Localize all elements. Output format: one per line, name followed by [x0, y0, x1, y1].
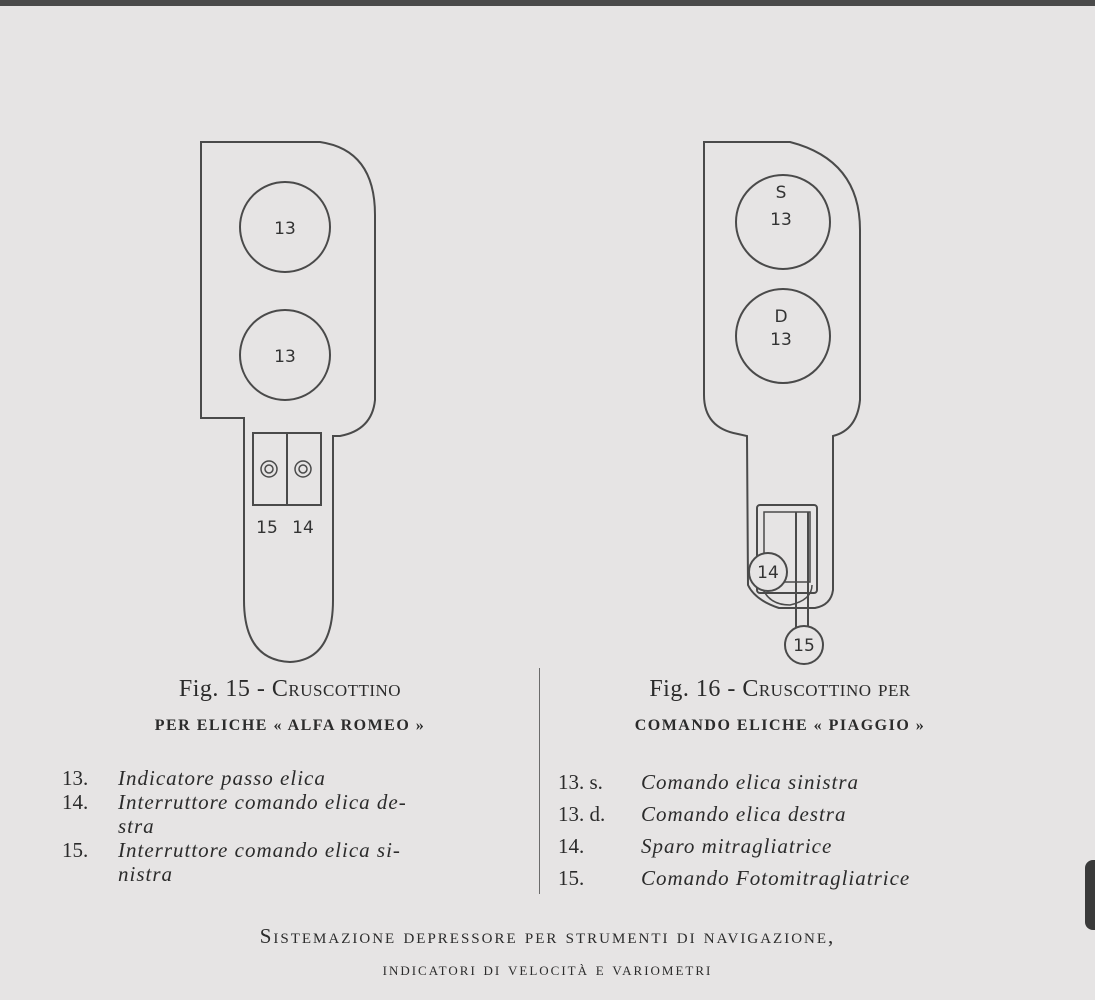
- figure-16-gauge-bottom-letter: D: [774, 307, 788, 327]
- legend-text: Interruttore comando elica de-: [118, 790, 407, 814]
- legend-text: Comando elica sinistra: [641, 770, 860, 794]
- switch-14-label: 14: [292, 518, 314, 538]
- switch-14-knob-outer: [295, 461, 311, 477]
- legend-text: Sparo mitragliatrice: [641, 834, 833, 858]
- figure-16-gauge-top-number: 13: [770, 210, 792, 230]
- legend-number: 13. s.: [558, 770, 603, 794]
- legend-item: [62, 838, 522, 862]
- figure-15-legend: [62, 766, 522, 886]
- figure-15-caption: [80, 676, 500, 735]
- figure-15-caption-title: [80, 676, 500, 703]
- legend-item: [62, 790, 522, 814]
- figure-15-caption-number: Fig. 15 -: [178, 676, 272, 702]
- button-15-label: 15: [793, 636, 815, 656]
- legend-number: 13. d.: [558, 802, 606, 826]
- legend-text: Indicatore passo elica: [118, 766, 326, 790]
- legend-text-continuation: nistra: [118, 862, 174, 886]
- legend-text: Comando elica destra: [641, 802, 847, 826]
- figure-15-caption-subtitle: PER ELICHE « ALFA ROMEO »: [154, 717, 426, 734]
- legend-item: [558, 766, 1018, 798]
- switch-14-knob-inner: [299, 465, 307, 473]
- legend-text: Comando Fotomitragliatrice: [641, 866, 911, 890]
- legend-item-continuation: [62, 814, 522, 838]
- figure-16-caption-number: Fig. 16 -: [649, 676, 743, 702]
- legend-number: 15.: [558, 866, 585, 890]
- figure-16-legend: [558, 766, 1018, 894]
- legend-item: [62, 766, 522, 790]
- legend-number: 13.: [62, 766, 89, 790]
- section-title-line-1: Sistemazione depressore per strumenti di navigazione,: [259, 924, 836, 948]
- switch-15-knob-inner: [265, 465, 273, 473]
- figure-16-caption-name: Cruscottino per: [742, 676, 911, 702]
- legend-text: Interruttore comando elica si-: [118, 838, 401, 862]
- legend-item: [558, 798, 1018, 830]
- switch-14-housing: [287, 433, 321, 505]
- figure-15-caption-name: Cruscottino: [271, 676, 402, 702]
- button-14-label: 14: [757, 563, 779, 583]
- column-divider: [539, 668, 540, 894]
- legend-item: [558, 830, 1018, 862]
- legend-number: 15.: [62, 838, 89, 862]
- section-title-line-2: indicatori di velocità e variometri: [382, 959, 713, 980]
- legend-item: [558, 862, 1018, 894]
- figure-16-gauge-top-letter: S: [775, 183, 787, 203]
- page-edge-shadow: [1085, 860, 1095, 930]
- figure-15-gauge-bottom-label: 13: [274, 347, 296, 367]
- switch-15-knob-outer: [261, 461, 277, 477]
- figure-15-gauge-top-label: 13: [274, 219, 296, 239]
- figure-16-caption-title: [565, 676, 995, 703]
- legend-item-continuation: [62, 862, 522, 886]
- legend-number: 14.: [558, 834, 585, 858]
- figure-16-caption-subtitle: COMANDO ELICHE « PIAGGIO »: [634, 717, 926, 734]
- legend-number: 14.: [62, 790, 89, 814]
- switch-15-label: 15: [256, 518, 278, 538]
- switch-15-housing: [253, 433, 287, 505]
- legend-text-continuation: stra: [118, 814, 155, 838]
- figure-16-gauge-bottom-number: 13: [770, 330, 792, 350]
- figure-16-caption: [565, 676, 995, 735]
